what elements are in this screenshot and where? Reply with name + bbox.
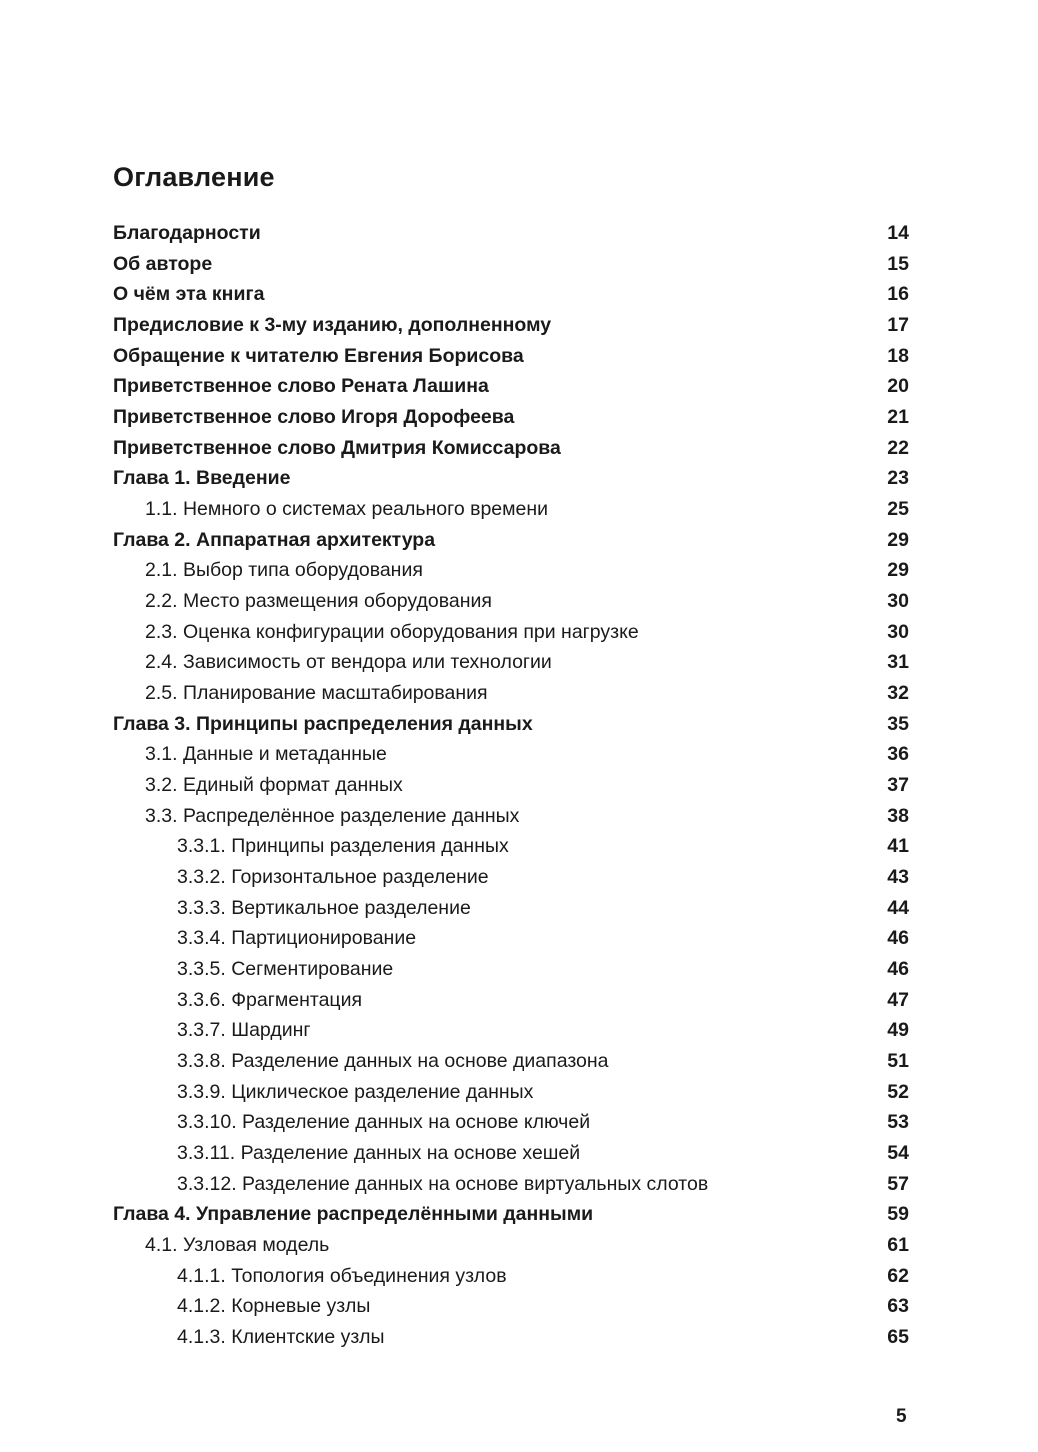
toc-entry-page: 20 <box>887 375 909 398</box>
toc-entry-page: 43 <box>887 866 909 889</box>
toc-entry-label: 2.2. Место размещения оборудования <box>145 590 492 613</box>
toc-entry[interactable] <box>0 586 1038 616</box>
toc-entry-label: 3.3.4. Партиционирование <box>177 927 417 950</box>
toc-entry-label: Глава 4. Управление распределёнными данными <box>113 1203 594 1226</box>
toc-entry[interactable] <box>0 371 1038 401</box>
toc-entry-page: 15 <box>887 252 909 275</box>
toc-entry[interactable] <box>0 1230 1038 1260</box>
toc-entry-page: 35 <box>887 712 909 735</box>
toc-entry-label: Глава 2. Аппаратная архитектура <box>113 528 436 551</box>
toc-entry-label: 4.1.3. Клиентские узлы <box>177 1326 385 1349</box>
toc-entry-label: 3.3.3. Вертикальное разделение <box>177 896 471 919</box>
toc-entry-label: Приветственное слово Игоря Дорофеева <box>113 406 515 429</box>
toc-entry-label: Об авторе <box>113 252 213 275</box>
toc-entry-label: 2.4. Зависимость от вендора или технологии <box>145 651 552 674</box>
toc-entry-page: 23 <box>887 467 909 490</box>
toc-entry[interactable] <box>0 341 1038 371</box>
toc-entry-label: Приветственное слово Дмитрия Комиссарова <box>113 436 561 459</box>
toc-entry[interactable] <box>0 1322 1038 1352</box>
toc-entry[interactable] <box>0 525 1038 555</box>
toc-entry[interactable] <box>0 463 1038 493</box>
toc-entry[interactable] <box>0 1015 1038 1045</box>
toc-entry-label: 1.1. Немного о системах реального времени <box>145 498 549 521</box>
toc-entry[interactable] <box>0 923 1038 953</box>
toc-entry-page: 17 <box>887 314 909 336</box>
toc-entry-page: 31 <box>887 651 909 674</box>
toc-entry-page: 16 <box>887 283 909 306</box>
toc-entry-page: 29 <box>887 528 909 551</box>
toc-entry-label: 4.1.2. Корневые узлы <box>177 1295 371 1318</box>
toc-entry-page: 61 <box>887 1234 909 1257</box>
toc-entry[interactable] <box>0 709 1038 739</box>
toc-entry[interactable] <box>0 862 1038 892</box>
toc-entry[interactable] <box>0 1169 1038 1199</box>
toc-entry-label: О чём эта книга <box>113 283 265 306</box>
toc-entry-page: 53 <box>887 1111 909 1134</box>
toc-entry-page: 21 <box>887 406 909 429</box>
toc-entry-page: 49 <box>887 1019 909 1042</box>
toc-entry-page: 54 <box>887 1142 909 1165</box>
toc-entry-label: 3.3.7. Шардинг <box>177 1019 311 1042</box>
toc-entry-label: 3.3.11. Разделение данных на основе хешей <box>177 1142 581 1165</box>
toc-entry-page: 57 <box>887 1172 909 1195</box>
toc-entry-label: 2.1. Выбор типа оборудования <box>145 559 423 582</box>
toc-entry-page: 14 <box>887 222 909 244</box>
toc-entry-page: 65 <box>887 1326 909 1349</box>
toc-entry-label: 3.3.10. Разделение данных на основе ключей <box>177 1111 591 1134</box>
toc-entry-page: 37 <box>887 774 909 797</box>
toc-entry-label: 3.2. Единый формат данных <box>145 774 403 797</box>
toc-entry-page: 29 <box>887 559 909 582</box>
toc-entry[interactable] <box>0 985 1038 1015</box>
toc-entry-page: 32 <box>887 682 909 705</box>
toc-entry-page: 22 <box>887 436 909 459</box>
toc-entry-label: 3.3.8. Разделение данных на основе диапазона <box>177 1050 609 1073</box>
toc-entry[interactable] <box>0 617 1038 647</box>
toc-entry-label: Глава 3. Принципы распределения данных <box>113 712 533 735</box>
toc-entry-page: 18 <box>887 344 909 367</box>
toc-entry-page: 62 <box>887 1264 909 1287</box>
toc-entry[interactable] <box>0 1261 1038 1291</box>
toc-entry-label: 3.3.5. Сегментирование <box>177 958 394 981</box>
toc-entry-page: 30 <box>887 590 909 613</box>
toc-entry-label: 3.3.1. Принципы разделения данных <box>177 835 509 858</box>
toc-entry-page: 30 <box>887 620 909 643</box>
toc-entry[interactable] <box>0 647 1038 677</box>
toc-entry-page: 46 <box>887 958 909 981</box>
toc-entry[interactable] <box>0 954 1038 984</box>
toc-entry-page: 47 <box>887 988 909 1011</box>
toc-entry-page: 25 <box>887 498 909 521</box>
toc-entry-label: Благодарности <box>113 222 261 244</box>
page-number: 5 <box>896 1406 907 1427</box>
toc-entry[interactable] <box>0 218 1038 248</box>
toc-entry-label: 2.5. Планирование масштабирования <box>145 682 488 705</box>
toc-entry[interactable] <box>0 1291 1038 1321</box>
toc-entry-page: 51 <box>887 1050 909 1073</box>
toc-entry[interactable] <box>0 310 1038 340</box>
toc-entry-label: Глава 1. Введение <box>113 467 291 490</box>
toc-entry-page: 41 <box>887 835 909 858</box>
toc-entry-label: 3.3.12. Разделение данных на основе виртуальных слотов <box>177 1172 709 1195</box>
toc-entry[interactable] <box>0 678 1038 708</box>
toc-entry-label: 2.3. Оценка конфигурации оборудования при нагрузке <box>145 620 639 643</box>
toc-entry-label: 3.3.2. Горизонтальное разделение <box>177 866 489 889</box>
toc-entry[interactable] <box>0 1046 1038 1076</box>
page-title: Оглавление <box>113 162 275 192</box>
toc-entry-label: 4.1.1. Топология объединения узлов <box>177 1264 507 1287</box>
toc-entry-label: Обращение к читателю Евгения Борисова <box>113 344 524 367</box>
toc-entry[interactable] <box>0 433 1038 463</box>
toc-entry[interactable] <box>0 249 1038 279</box>
toc-entry-page: 44 <box>887 896 909 919</box>
toc-entry[interactable] <box>0 279 1038 309</box>
toc-entry-page: 59 <box>887 1203 909 1226</box>
toc-entry[interactable] <box>0 739 1038 769</box>
toc-entry[interactable] <box>0 1138 1038 1168</box>
toc-entry-page: 52 <box>887 1080 909 1103</box>
toc-entry-page: 63 <box>887 1295 909 1318</box>
toc-entry[interactable] <box>0 494 1038 524</box>
toc-entry[interactable] <box>0 555 1038 585</box>
toc-entry-label: 3.3. Распределённое разделение данных <box>145 804 520 827</box>
toc-entry[interactable] <box>0 831 1038 861</box>
toc-entry[interactable] <box>0 770 1038 800</box>
toc-entry[interactable] <box>0 893 1038 923</box>
toc-entry-label: 3.1. Данные и метаданные <box>145 743 387 766</box>
toc-entry-label: 4.1. Узловая модель <box>145 1234 330 1257</box>
toc-entry-page: 38 <box>887 804 909 827</box>
toc-entry-page: 46 <box>887 927 909 950</box>
toc-entry[interactable] <box>0 1077 1038 1107</box>
toc-entry-label: Приветственное слово Рената Лашина <box>113 375 489 398</box>
toc-entry-label: 3.3.6. Фрагментация <box>177 988 363 1011</box>
toc-entry-label: Предисловие к 3-му изданию, дополненному <box>113 314 552 336</box>
toc-entry[interactable] <box>0 1107 1038 1137</box>
toc-entry-page: 36 <box>887 743 909 766</box>
toc-entry[interactable] <box>0 402 1038 432</box>
toc-entry[interactable] <box>0 801 1038 831</box>
toc-entry-label: 3.3.9. Циклическое разделение данных <box>177 1080 534 1103</box>
toc-entry[interactable] <box>0 1199 1038 1229</box>
